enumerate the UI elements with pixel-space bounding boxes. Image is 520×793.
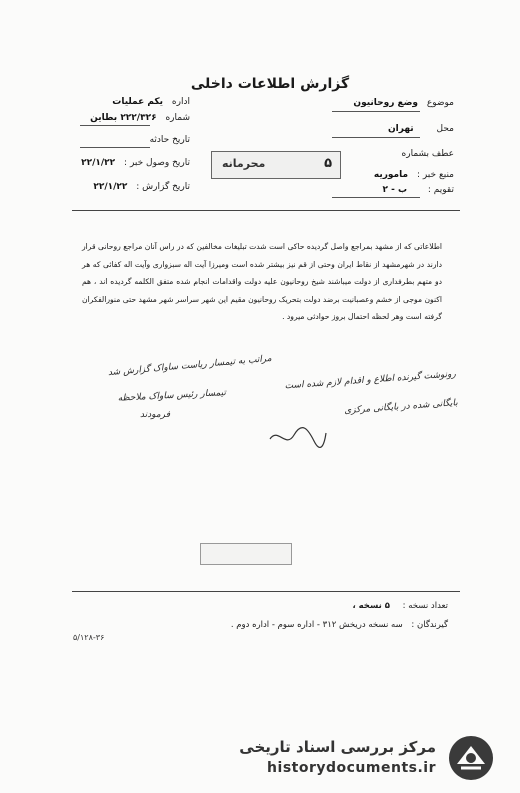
assessment-underline: [332, 197, 420, 198]
number-underline: [80, 125, 150, 126]
dept-label: اداره: [171, 97, 190, 107]
subject-label: موضوع: [426, 98, 454, 108]
copies-row: [352, 601, 448, 611]
number-row: [80, 113, 190, 123]
copies-label: تعداد نسخه :: [402, 601, 448, 611]
number-label: شماره: [165, 113, 190, 123]
faded-stamp: [200, 543, 292, 565]
place-value: تهران: [387, 124, 414, 134]
number-value: ۲۲۲/۳۲۶ بطاین: [90, 113, 157, 123]
footer-divider: [72, 591, 460, 592]
event-date-label: تاریخ حادثه: [149, 135, 190, 145]
handwritten-note-left-1: مراتب به تیمسار ریاست ساواک گزارش شد: [107, 353, 273, 379]
source-row: [374, 170, 454, 180]
header-divider: [72, 210, 460, 211]
report-date-value: ۲۲/۱/۲۲: [93, 182, 128, 192]
source-label: منبع خبر :: [416, 170, 454, 180]
recipients-row: [231, 620, 448, 630]
report-date-label: تاریخ گزارش :: [136, 182, 190, 192]
dept-value: یکم عملیات: [112, 97, 164, 107]
watermark-url: historydocuments.ir: [267, 760, 436, 776]
recipients-value: سه نسخه دریخش ۳۱۲ - اداره سوم - اداره دوم .: [230, 620, 403, 630]
report-body: اطلاعاتی که از مشهد بمراجع واصل گردیده حاکی است شدت تبلیغات مخالفین که در راس آنان مراجع روحانی قرار دارند در شهرمشهد از نقاط ایران وحتی از قم نیز بیشتر شده است ومیرزا آیت اله سبزواری وآیت اله کفائی که هر دو متهم بطرفداری از دولت میباشند شیخ روحانیون علیه دولت واقدامات انجام شده متفق الکلمه گردیده اند ، هم اکنون موجی از خشم وعصبانیت برضد دولت بتحریک روحانیون مقیم این شهر سراسر شهر مشهد حتی منورالفکران گرفته است وهر لحظه احتمال بروز حوادثی میرود .: [82, 242, 442, 322]
handwritten-note-right-2: بایگانی شده در بایگانی مرکزی: [343, 398, 459, 417]
subject-underline: [332, 111, 420, 112]
stamp-text: محرمانه: [222, 157, 266, 170]
copies-value: ۵ نسخه ،: [352, 601, 390, 611]
report-title: گزارش اطلاعات داخلی: [190, 76, 350, 92]
handwritten-note-left-3: فرمودند: [140, 410, 170, 420]
assessment-label: تقویم :: [427, 185, 454, 195]
dept-row: [80, 97, 190, 107]
place-label: محل: [436, 124, 454, 134]
place-underline: [332, 137, 420, 138]
handwritten-note-left-2: تیمسار رئیس ساواک ملاحظه: [117, 388, 227, 404]
receipt-date-row: [80, 158, 190, 168]
classification-stamp: [211, 151, 341, 179]
source-value: ماموریه: [373, 170, 409, 180]
signature-scribble: [268, 425, 328, 451]
assessment-value: ب - ۲: [382, 185, 408, 195]
receipt-date-value: ۲۲/۱/۲۲: [81, 158, 116, 168]
subject-value: وضع روحانیون: [353, 98, 418, 108]
watermark-org-name: مرکز بررسی اسناد تاریخی: [239, 738, 436, 756]
recipients-label: گیرندگان :: [411, 620, 448, 630]
assessment-row: [382, 185, 454, 195]
report-date-row: [80, 182, 190, 192]
receipt-date-label: تاریخ وصول خبر :: [124, 158, 190, 168]
stamp-number: ۵: [324, 156, 332, 171]
handwritten-note-right-1: رونوشت گیرنده اطلاع و اقدام لازم شده است: [284, 369, 457, 392]
event-date-underline: [80, 147, 150, 148]
reference-label: عطف بشماره: [401, 149, 454, 159]
subject-row: [353, 98, 454, 108]
archive-logo-icon: [447, 734, 495, 782]
reference-code: ۵/۱۲۸-۳۶: [73, 633, 105, 642]
place-row: [388, 124, 454, 134]
